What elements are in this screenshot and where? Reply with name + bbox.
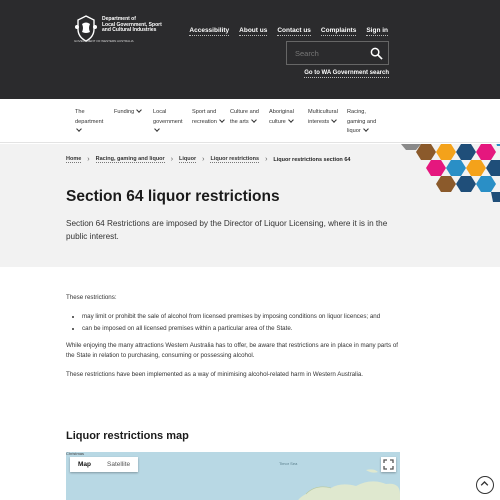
breadcrumb-current: Liquor restrictions section 64: [273, 156, 351, 163]
nav-label: Multicultural: [308, 109, 338, 115]
logo-subtitle: GOVERNMENT OF WESTERN AUSTRALIA: [74, 39, 134, 43]
sea-label: Timor Sea: [279, 461, 298, 466]
search-input[interactable]: [286, 41, 389, 65]
paragraph: While enjoying the many attractions Western Australia has to offer, be aware that restrictions are in place in many parts of the State in relation to purchasing, consuming or possessing alcohol.: [66, 341, 398, 359]
nav-label: The: [75, 109, 85, 115]
map-place-label: Christmas: [66, 452, 85, 456]
fullscreen-button[interactable]: [381, 457, 396, 472]
logo-line-3: and Cultural Industries: [102, 27, 157, 34]
chevron-right-icon: ›: [170, 156, 174, 163]
chevron-down-icon: [154, 126, 160, 132]
map-heading: Liquor restrictions map: [66, 430, 189, 442]
hexagon-pattern-decoration: [395, 144, 500, 202]
nav-item-funding[interactable]: [114, 108, 141, 118]
nav-label: gaming and: [347, 118, 377, 125]
nav-label: liquor: [347, 128, 361, 134]
nav-label: government: [153, 118, 183, 125]
scroll-to-top-button[interactable]: [476, 476, 494, 494]
nav-item-racing-gaming-liquor[interactable]: [347, 108, 376, 137]
nav-item-local-government[interactable]: [153, 108, 183, 132]
chevron-down-icon: [363, 126, 369, 132]
chevron-down-icon: [219, 117, 225, 123]
search-icon[interactable]: [370, 47, 383, 60]
nav-label: culture: [269, 118, 286, 125]
chevron-down-icon: [331, 117, 337, 123]
main-nav: [0, 100, 500, 143]
nav-label: Aboriginal: [269, 109, 294, 115]
nav-item-sport-and-recreation[interactable]: [192, 108, 224, 127]
main-content: [66, 293, 400, 388]
map-tab-map[interactable]: Map: [78, 461, 91, 468]
paragraph: These restrictions have been implemented as a way of minimising alcohol-related harm in Western Australia.: [66, 370, 364, 378]
nav-label: Local: [153, 109, 167, 115]
nav-label: the arts: [230, 118, 249, 125]
utility-nav: [189, 27, 388, 36]
wa-government-search-link[interactable]: Go to WA Government search: [304, 70, 389, 76]
breadcrumb-liquor-restrictions[interactable]: Liquor restrictions: [210, 156, 260, 162]
nav-label: recreation: [192, 118, 217, 125]
chevron-right-icon: ›: [202, 156, 205, 163]
nav-label: Racing,: [347, 109, 366, 115]
search-placeholder: Search: [295, 49, 319, 58]
sign-in-link[interactable]: Sign in: [366, 27, 388, 34]
accessibility-link[interactable]: Accessibility: [189, 27, 230, 34]
logo-line-2: Local Government, Sport: [102, 21, 162, 28]
nav-label: Funding: [114, 109, 135, 115]
page-title: Section 64 liquor restrictions: [66, 188, 280, 205]
map-type-toggle: [70, 457, 138, 472]
chevron-down-icon: [136, 107, 142, 113]
chevron-right-icon: ›: [265, 156, 268, 163]
nav-item-aboriginal-culture[interactable]: [269, 108, 294, 127]
logo-line-1: Department of: [102, 16, 136, 22]
logo-text: [102, 17, 172, 34]
map-tab-satellite[interactable]: Satellite: [107, 461, 131, 468]
breadcrumb-liquor[interactable]: Liquor: [179, 156, 197, 162]
breadcrumb: [66, 156, 350, 163]
nav-item-the-department[interactable]: [75, 108, 103, 132]
chevron-up-icon: [477, 477, 492, 492]
intro-text: These restrictions:: [66, 294, 117, 301]
liquor-restrictions-map[interactable]: [66, 452, 400, 500]
chevron-down-icon: [251, 117, 257, 123]
chevron-down-icon: [76, 126, 82, 132]
nav-label: interests: [308, 118, 330, 125]
nav-label: Sport and: [192, 109, 217, 115]
chevron-down-icon: [288, 117, 294, 123]
nav-item-multicultural-interests[interactable]: [308, 108, 338, 127]
page-hero: [0, 144, 500, 267]
complaints-link[interactable]: Complaints: [320, 27, 357, 34]
restrictions-list: [82, 312, 400, 335]
map-landmass: [246, 464, 400, 500]
breadcrumb-racing-gaming-liquor[interactable]: Racing, gaming and liquor: [95, 156, 165, 162]
list-item: • can be imposed on all licensed premises within a particular area of the State.: [82, 324, 400, 335]
list-item: • may limit or prohibit the sale of alcohol from licensed premises by imposing conditions on liquor licences; and: [82, 312, 400, 323]
department-logo[interactable]: [74, 15, 169, 45]
about-us-link[interactable]: About us: [239, 27, 268, 34]
page-lead: Section 64 Restrictions are imposed by the Director of Liquor Licensing, where it is in the public interest.: [66, 219, 388, 241]
nav-label: Culture and: [230, 109, 259, 115]
chevron-right-icon: ›: [87, 156, 90, 163]
nav-item-culture-and-the-arts[interactable]: [230, 108, 259, 127]
breadcrumb-home[interactable]: Home: [66, 156, 82, 162]
nav-label: department: [75, 118, 104, 125]
contact-us-link[interactable]: Contact us: [277, 27, 311, 34]
site-header: [0, 0, 500, 99]
fullscreen-icon: [381, 457, 396, 472]
